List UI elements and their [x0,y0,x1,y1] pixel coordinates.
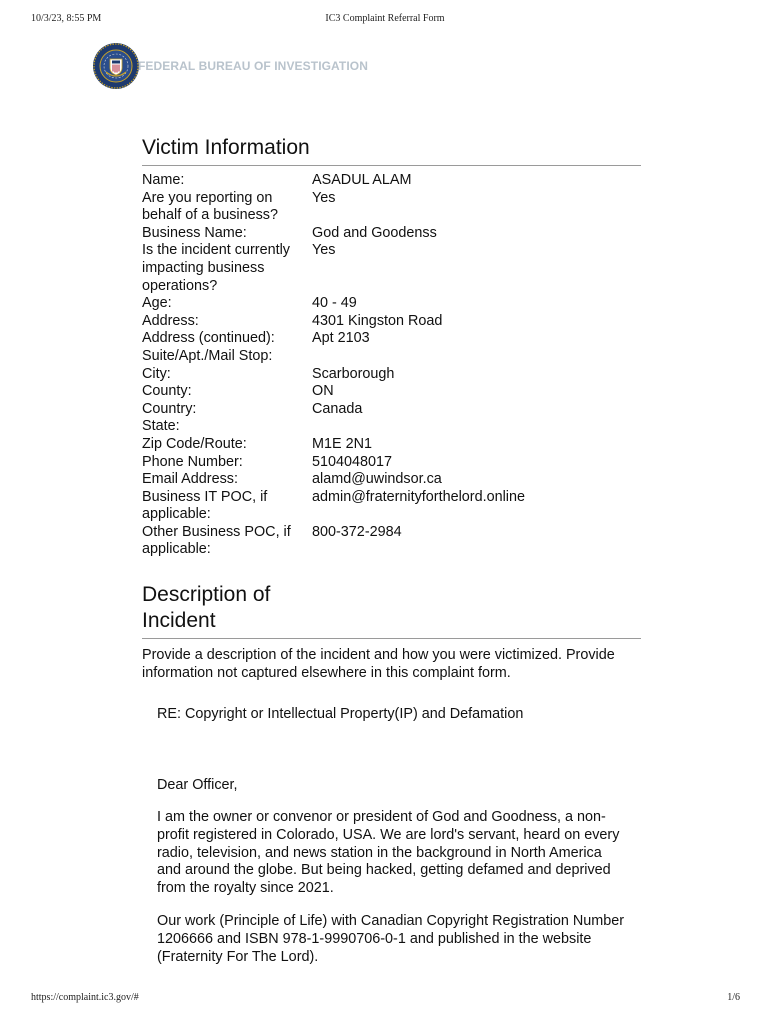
field-value: M1E 2N1 [312,435,372,452]
field-value: Scarborough [312,365,395,382]
description-intro: Provide a description of the incident and how you were victimized. Provide information not captured elsewhere in this complaint form. [142,647,615,681]
field-value: 4301 Kingston Road [312,312,443,329]
field-label: Suite/Apt./Mail Stop: [142,347,273,364]
field-label: Business Name: [142,224,247,241]
re-line: RE: Copyright or Intellectual Property(IP) and Defamation [157,706,524,723]
field-value: Apt 2103 [312,330,370,347]
section-divider [142,165,641,166]
description-section-title [142,582,642,638]
description-title-line2: Incident [142,609,216,633]
field-value: ASADUL ALAM [312,172,412,188]
print-header [0,13,770,27]
field-label: Age: [142,295,172,312]
field-label: Phone Number: [142,453,243,470]
field-label: Email Address: [142,471,238,488]
description-paragraph: I am the owner or convenor or president of God and Goodness, a non-profit registered in Colorado, USA. We are lord's servant, heard on every radio, television, and news station in the background in North America and around the globe. But being hacked, getting defamed and deprived from the royalty since 2021. [157,809,620,896]
field-label: Other Business POC, if applicable: [142,523,291,558]
description-title-line1: Description of [142,583,271,607]
field-label: Business IT POC, if applicable: [142,488,268,523]
field-value: 800-372-2984 [312,523,402,540]
field-label: Name: [142,172,185,188]
field-value [312,418,642,436]
print-footer [0,992,770,1006]
field-label: Zip Code/Route: [142,435,247,452]
print-url: https://complaint.ic3.gov/# [31,992,139,1003]
field-value: 5104048017 [312,453,393,470]
field-value [312,348,642,366]
complaint-content [142,134,642,966]
page-number: 1/6 [727,992,740,1003]
field-value: alamd@uwindsor.ca [312,471,442,488]
victim-section-title: Victim Information [142,136,310,159]
field-value: 40 - 49 [312,295,357,312]
field-value: ON [312,383,334,400]
field-value: Yes [312,242,336,259]
field-label: County: [142,383,192,400]
field-value: God and Goodenss [312,224,437,241]
field-label: State: [142,418,180,435]
victim-fields [142,172,642,559]
salutation: Dear Officer, [157,776,238,793]
field-label: Country: [142,400,197,417]
incident-description [157,706,627,966]
field-label: City: [142,365,171,382]
description-paragraph: Our work (Principle of Life) with Canadian Copyright Registration Number 1206666 and ISBN 978-1-9990706-0-1 and published in the website (Fraternity For The Lord). [157,913,625,965]
field-label: Address: [142,312,199,329]
field-label: Address (continued): [142,330,275,347]
print-title: IC3 Complaint Referral Form [325,13,445,24]
field-label: Is the incident currently impacting business operations? [142,242,290,294]
section-divider [142,638,641,639]
field-label: Are you reporting on behalf of a business? [142,189,279,224]
field-value: Canada [312,400,363,417]
field-value: Yes [312,189,336,206]
fbi-seal-icon [92,42,140,90]
print-datetime: 10/3/23, 8:55 PM [31,13,102,24]
field-value: admin@fraternityforthelord.online [312,488,525,505]
agency-name: FEDERAL BUREAU OF INVESTIGATION [138,59,368,73]
